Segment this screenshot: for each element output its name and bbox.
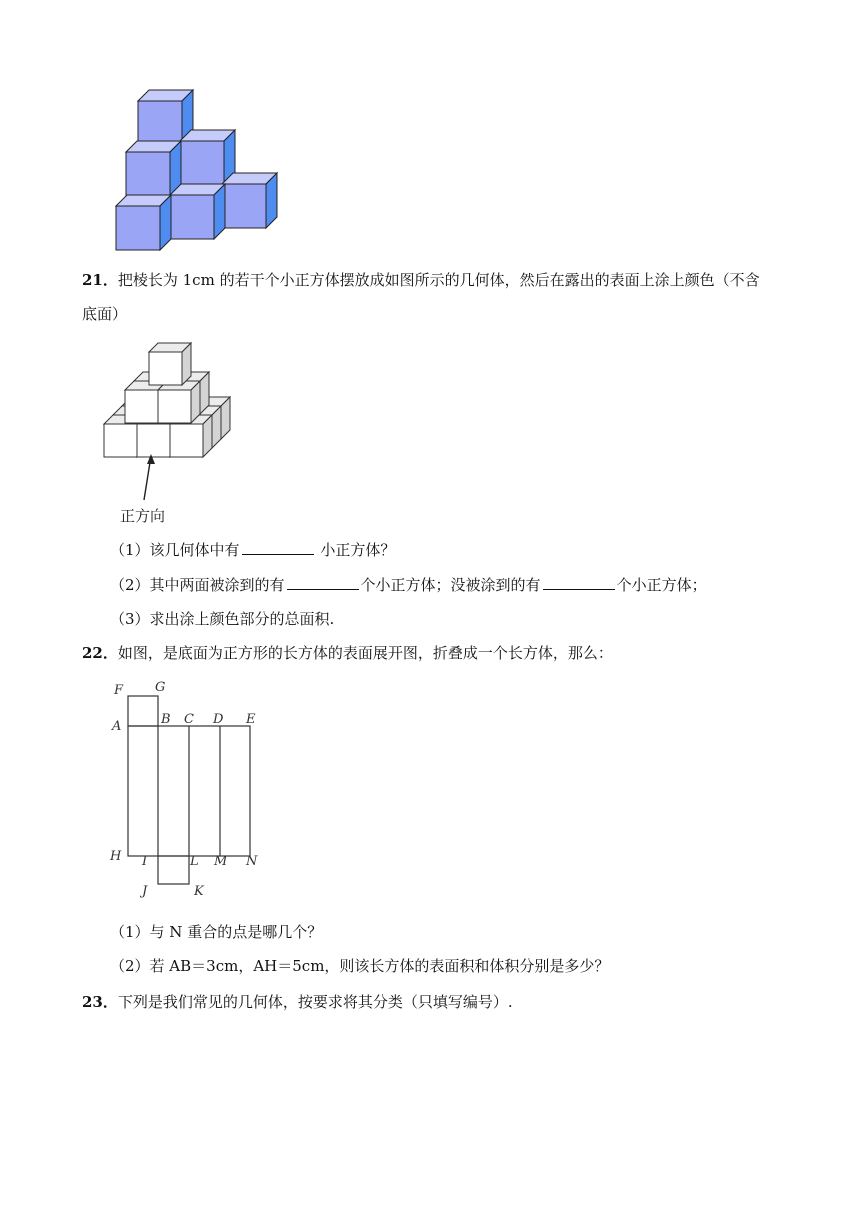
white-cube-pyramid-figure	[98, 340, 248, 530]
cube	[116, 195, 171, 250]
q22-sub1: （1）与 N 重合的点是哪几个？	[110, 923, 323, 941]
point-label: H	[110, 849, 122, 864]
point-label: L	[190, 854, 199, 869]
q22-number: 22．	[82, 644, 118, 662]
q21-sub1: （1）该几何体中有 小正方体？	[110, 541, 396, 559]
answer-blank[interactable]	[287, 575, 359, 590]
q21-sub2: （2）其中两面被涂到的有 个小正方体；没被涂到的有 个小正方体；	[110, 576, 707, 594]
cube	[149, 343, 191, 385]
front-direction-label: 正方向	[120, 507, 166, 525]
point-label: K	[194, 884, 204, 899]
point-label: N	[246, 854, 258, 869]
point-label: A	[112, 719, 122, 734]
q23-stem: 23．下列是我们常见的几何体，按要求将其分类（只填写编号）.	[82, 993, 513, 1011]
q23-number: 23．	[82, 993, 118, 1011]
point-label: B	[161, 712, 171, 727]
q21-sub3: （3）求出涂上颜色部分的总面积.	[110, 610, 335, 628]
point-label: J	[142, 884, 148, 899]
box-net-figure	[106, 678, 276, 900]
cube	[222, 173, 277, 228]
cube	[126, 141, 181, 196]
q22-sub2: （2）若 AB＝3cm，AH＝5cm，则该长方体的表面积和体积分别是多少？	[110, 957, 610, 975]
q21-number: 21．	[82, 271, 118, 289]
cube	[158, 381, 200, 423]
blue-cube-stack-figure	[108, 82, 288, 257]
answer-blank[interactable]	[543, 575, 615, 590]
cube	[170, 184, 225, 239]
point-label: I	[142, 854, 148, 869]
point-label: C	[184, 712, 194, 727]
cube	[180, 130, 235, 185]
q21-stem-line1: 21．把棱长为 1cm 的若干个小正方体摆放成如图所示的几何体，然后在露出的表面上涂上颜色（不含	[82, 271, 760, 289]
point-label: G	[155, 680, 166, 695]
q22-stem: 22．如图，是底面为正方形的长方体的表面展开图，折叠成一个长方体，那么：	[82, 644, 613, 662]
point-label: D	[213, 712, 224, 727]
point-label: F	[114, 683, 124, 698]
q21-stem-line2: 底面）	[82, 305, 128, 323]
point-label: E	[246, 712, 256, 727]
answer-blank[interactable]	[242, 540, 314, 555]
point-label: M	[214, 854, 228, 869]
